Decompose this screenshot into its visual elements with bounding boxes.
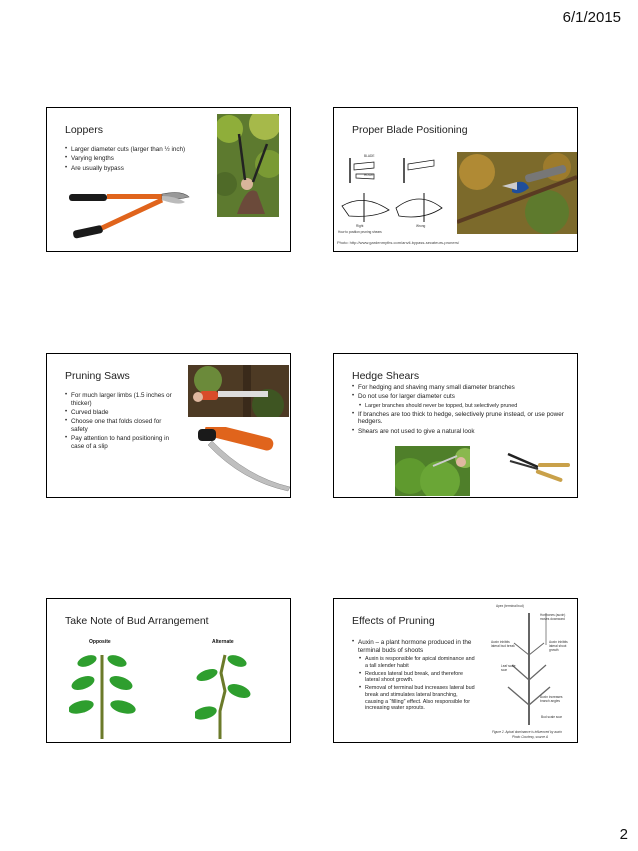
figure-label-leaf: Leaf scale scar xyxy=(501,664,516,672)
page-date: 6/1/2015 xyxy=(562,9,621,26)
bullet: • Curved blade xyxy=(65,409,177,417)
slide-blade-positioning xyxy=(333,107,578,252)
label-blade: BLADE xyxy=(364,154,375,158)
figure-label-bud-scale: Bud scale scar xyxy=(541,715,562,719)
sub-bullet: • Larger branches should never be topped, but selectively pruned xyxy=(359,403,570,410)
folding-saw-image xyxy=(192,427,291,492)
slide-title: Pruning Saws xyxy=(65,370,130,382)
blade-position-diagram xyxy=(334,148,454,238)
figure-label-branch-angles: Auxin increases branch angles xyxy=(540,695,563,703)
hedge-trimming-photo xyxy=(395,446,470,496)
bullet: • Choose one that folds closed for safety xyxy=(65,418,177,434)
bullet-list xyxy=(352,639,476,713)
slide-pruning-saws xyxy=(46,353,291,498)
page-number: 2 xyxy=(619,826,628,843)
bullet: • Are usually bypass xyxy=(65,165,215,173)
bullet: • Varying lengths xyxy=(65,155,215,163)
slide-effects-of-pruning xyxy=(333,598,578,743)
slide-title: Hedge Shears xyxy=(352,370,420,382)
slide-bud-arrangement xyxy=(46,598,291,743)
bullet: • If branches are too thick to hedge, selectively prune instead, or use power hedgers. xyxy=(352,411,570,427)
figure-source: Photo Courtesy, source A xyxy=(512,735,548,739)
slide-title: Effects of Pruning xyxy=(352,615,435,627)
figure-label-apex: Apex (terminal bud) xyxy=(496,604,524,608)
label-wrong: Wrong xyxy=(416,224,426,228)
bullet-list xyxy=(352,384,570,437)
bullet: • Larger diameter cuts (larger than ½ inch) xyxy=(65,146,215,154)
bullet-list xyxy=(65,392,177,453)
opposite-bud-diagram xyxy=(69,649,139,741)
figure-caption: Figure 2. Apical dominance is influenced by auxin xyxy=(492,730,562,734)
photo-credit: Photo: http://www.gardenmyths.com/anvil-bypass-secateurs-pruners/ xyxy=(337,240,460,245)
lopper-user-photo xyxy=(217,114,279,217)
sub-bullet: • Reduces lateral bud break, and therefore lateral shoot growth. xyxy=(359,671,476,684)
slide-title: Take Note of Bud Arrangement xyxy=(65,615,209,627)
bullet-list xyxy=(65,146,215,174)
slide-title: Proper Blade Positioning xyxy=(352,124,468,136)
figure-label-inhibited: Auxin inhibits lateral bud break xyxy=(491,640,515,648)
bullet: • For hedging and shaving many small diameter branches xyxy=(352,384,570,392)
figure-label-hormones: Hormones (auxin) moves downward xyxy=(540,613,566,621)
bullet: • Pay attention to hand positioning in case of a slip xyxy=(65,435,177,451)
slide-loppers xyxy=(46,107,291,252)
label-hook: HOOK xyxy=(364,173,374,177)
figure-label-inhibits-growth: Auxin inhibits lateral shoot growth xyxy=(549,640,568,652)
bullet: • Shears are not used to give a natural look xyxy=(352,428,570,436)
label-alternate: Alternate xyxy=(212,639,234,645)
saw-in-use-photo xyxy=(188,365,289,417)
bullet: • Auxin – a plant hormone produced in the terminal buds of shoots xyxy=(352,639,476,655)
diagram-caption: How to position pruning shears xyxy=(338,230,382,234)
label-right: Right xyxy=(356,224,364,228)
hedge-shears-image xyxy=(506,449,576,498)
alternate-bud-diagram xyxy=(195,651,255,741)
bullet: • Do not use for larger diameter cuts xyxy=(352,393,570,401)
pruner-photo xyxy=(457,152,577,234)
label-opposite: Opposite xyxy=(89,639,111,645)
slide-title: Loppers xyxy=(65,124,103,136)
slide-hedge-shears xyxy=(333,353,578,498)
sub-bullet: • Removal of terminal bud increases lateral bud break and stimulates lateral branching, causing a “filling” effect. Also responsible for increasing water sprouts. xyxy=(359,685,476,711)
lopper-image xyxy=(67,188,195,243)
sub-bullet: • Auxin is responsible for apical dominance and a tall slender habit xyxy=(359,656,476,669)
apical-dominance-diagram xyxy=(484,605,574,730)
bullet: • For much larger limbs (1.5 inches or thicker) xyxy=(65,392,177,408)
